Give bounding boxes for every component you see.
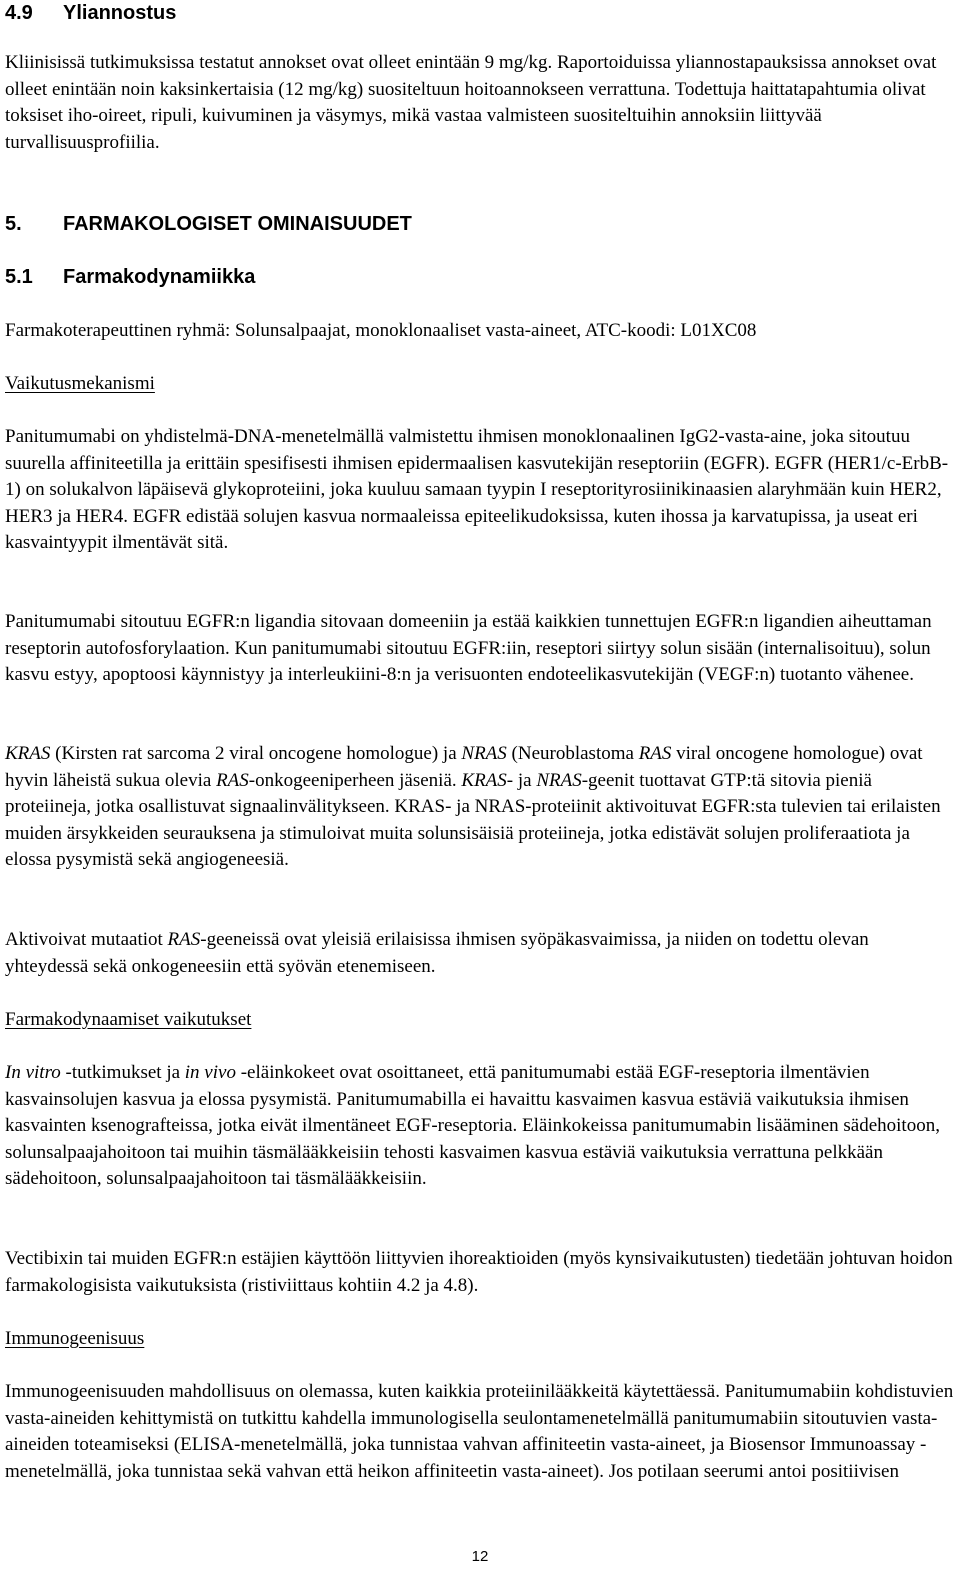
section-5-1-heading	[5, 264, 955, 290]
ras-italic: RAS	[167, 929, 201, 950]
pharmacodynamic-paragraph-2: Vectibixin tai muiden EGFR:n estäjien käyttöön liittyvien ihoreaktioiden (myös kynsivaikutusten) tiedetään johtuvan hoidon farmakologisista vaikutuksista (ristiviittaus kohtiin 4.2 ja 4.8).	[5, 1248, 953, 1296]
mechanism-paragraph-1: Panitumumabi on yhdistelmä-DNA-menetelmällä valmistettu ihmisen monoklonaalinen IgG2-vasta-aine, joka sitoutuu suurella affiniteetilla ja erittäin spesifisesti ihmisen epidermaalisen kasvutekijän reseptoriin (EGFR). EGFR (HER1/c-ErbB-1) on solukalvon läpäisevä glykoproteiini, joka kuuluu samaan tyypin I reseptorityrosiinikinaasien alaryhmään kuin HER2, HER3 ja HER4. EGFR edistää solujen kasvua normaaleissa epiteelikudoksissa, kuten ihossa ja karvatupissa, ja useat eri kasvaintyypit ilmentävät sitä.	[5, 426, 949, 554]
ras-text: -geeneissä ovat yleisiä erilaisissa ihmisen syöpäkasvaimissa, ja niiden on todettu olevan yhteydessä sekä onkogeneesiin että syövän etenemiseen.	[5, 929, 869, 977]
immunogenicity-subheading-text: Immunogeenisuus	[5, 1328, 145, 1349]
overdose-text-1: Kliinisissä tutkimuksissa testatut annokset ovat olleet enintään 9 mg/kg. Raportoiduissa yliannostapauksissa annokset ovat olleet enintään noin kaksinkertaisia (12 mg/kg) suositeltuun hoitoannokseen verrattuna.	[5, 52, 937, 100]
pd-text: -eläinkokeet ovat osoittaneet, että panitumumabi estää EGF-reseptoria ilmentävien kasvainsolujen kasvua ja elossa pysymistä. Panitumumabilla ei havaittu kasvaimen kasvua estäviä vaikutuksia ihmisen kasvainten ksenografteissa, jotka eivät ilmentäneet EGF-reseptoria. Eläinkokeissa panitumumabin lisääminen sädehoitoon, solunsalpaajahoitoon tai muihin täsmälääkkeisiin tehosti kasvaimen kasvua estäviä vaikutuksia verrattuna pelkkään sädehoitoon, solunsalpaajahoitoon tai täsmälääkkeisiin.	[5, 1062, 940, 1190]
nras-italic: NRAS	[536, 769, 582, 791]
pharmacodynamic-subheading-text: Farmakodynaamiset vaikutukset	[5, 1009, 252, 1030]
ras-text: Aktivoivat mutaatiot	[5, 929, 168, 950]
kras-paragraph	[5, 741, 955, 874]
mechanism-paragraph-2: Panitumumabi sitoutuu EGFR:n ligandia sitovaan domeeniin ja estää kaikkien tunnettujen EGFR:n ligandien aiheuttaman reseptorin autofosforylaation. Kun panitumumabi sitoutuu EGFR:iin, reseptori siirtyy solun sisään (internalisoituu), solun kasvu estyy, apoptoosi käynnistyy ja interleukiini-8:n ja verisuonten endoteelikasvutekijän (VEGF:n) tuotanto vähenee.	[5, 611, 932, 686]
mechanism-subheading-text: Vaikutusmekanismi	[5, 373, 155, 394]
mechanism-subheading	[5, 371, 955, 398]
kras-text: -onkogeeniperheen jäseniä.	[248, 769, 462, 791]
kras-text: viral oncogene homologue) ovat hyvin läheistä sukua olevia	[5, 743, 923, 791]
section-number: 5.1	[5, 266, 33, 288]
pharmacodynamic-subheading	[5, 1007, 955, 1034]
section-5-heading	[5, 211, 955, 237]
section-title: Yliannostus	[63, 2, 177, 24]
nras-italic: NRAS	[461, 743, 507, 764]
in-vitro-italic: In vitro	[5, 1062, 61, 1083]
pd-text: -tutkimukset ja	[60, 1062, 185, 1083]
ras-italic: RAS	[638, 743, 672, 764]
section-title: FARMAKOLOGISET OMINAISUUDET	[63, 213, 412, 235]
ras-mutation-paragraph	[5, 927, 955, 980]
section-title: Farmakodynamiikka	[63, 266, 256, 288]
kras-text: - ja	[506, 769, 537, 791]
kras-text: -geenit tuottavat GTP:tä sitovia pieniä proteiineja, jotka osallistuvat signaalinvälitykseen. KRAS- ja NRAS-proteiinit aktivoituvat EGFR:sta tulevien tai erilaisten muiden ärsykkeiden seurauksena ja stimuloivat muita solunsisäisiä proteiineja, jotka edistävät solujen proliferaatiota ja elossa pysymistä sekä angiogeneesiä.	[5, 769, 941, 871]
page-number: 12	[471, 1548, 489, 1565]
section-4-9-heading	[5, 0, 955, 26]
kras-text: (Kirsten rat sarcoma 2 viral oncogene homologue) ja	[50, 743, 462, 764]
overdose-paragraph	[5, 50, 955, 156]
kras-text: (Neuroblastoma	[506, 743, 639, 764]
immunogenicity-subheading	[5, 1326, 955, 1353]
pharmacotherapeutic-group: Farmakoterapeuttinen ryhmä: Solunsalpaajat, monoklonaaliset vasta-aineet, ATC-koodi: L01XC08	[5, 320, 757, 341]
immunogenicity-paragraph: Immunogeenisuuden mahdollisuus on olemassa, kuten kaikkia proteiinilääkkeitä käytettäessä. Panitumumabiin kohdistuvien vasta-aineiden kehittymistä on tutkittu kahdella immunologisella seulontamenetelmällä panitumumabiin sitoutuvien vasta-aineiden toteamiseksi (ELISA-menetelmällä, joka tunnistaa vahvan affiniteetin vasta-aineet, ja Biosensor Immunoassay -menetelmällä, joka tunnistaa sekä vahvan että heikon affiniteetin vasta-aineet). Jos potilaan seerumi antoi positiivisen	[5, 1381, 954, 1482]
kras-italic: KRAS	[461, 769, 507, 791]
overdose-text-2: Todettuja haittatapahtumia olivat toksiset iho-oireet, ripuli, kuivuminen ja väsymys, mikä vastaa valmisteen suositeltuihin annoksiin liittyvää turvallisuusprofiilia.	[5, 78, 926, 153]
pharmacodynamic-paragraph-1	[5, 1060, 955, 1193]
ras-italic: RAS	[216, 769, 249, 791]
section-number: 4.9	[5, 2, 33, 24]
in-vivo-italic: in vivo	[184, 1062, 236, 1083]
kras-italic: KRAS	[5, 743, 51, 764]
section-number: 5.	[5, 213, 22, 235]
